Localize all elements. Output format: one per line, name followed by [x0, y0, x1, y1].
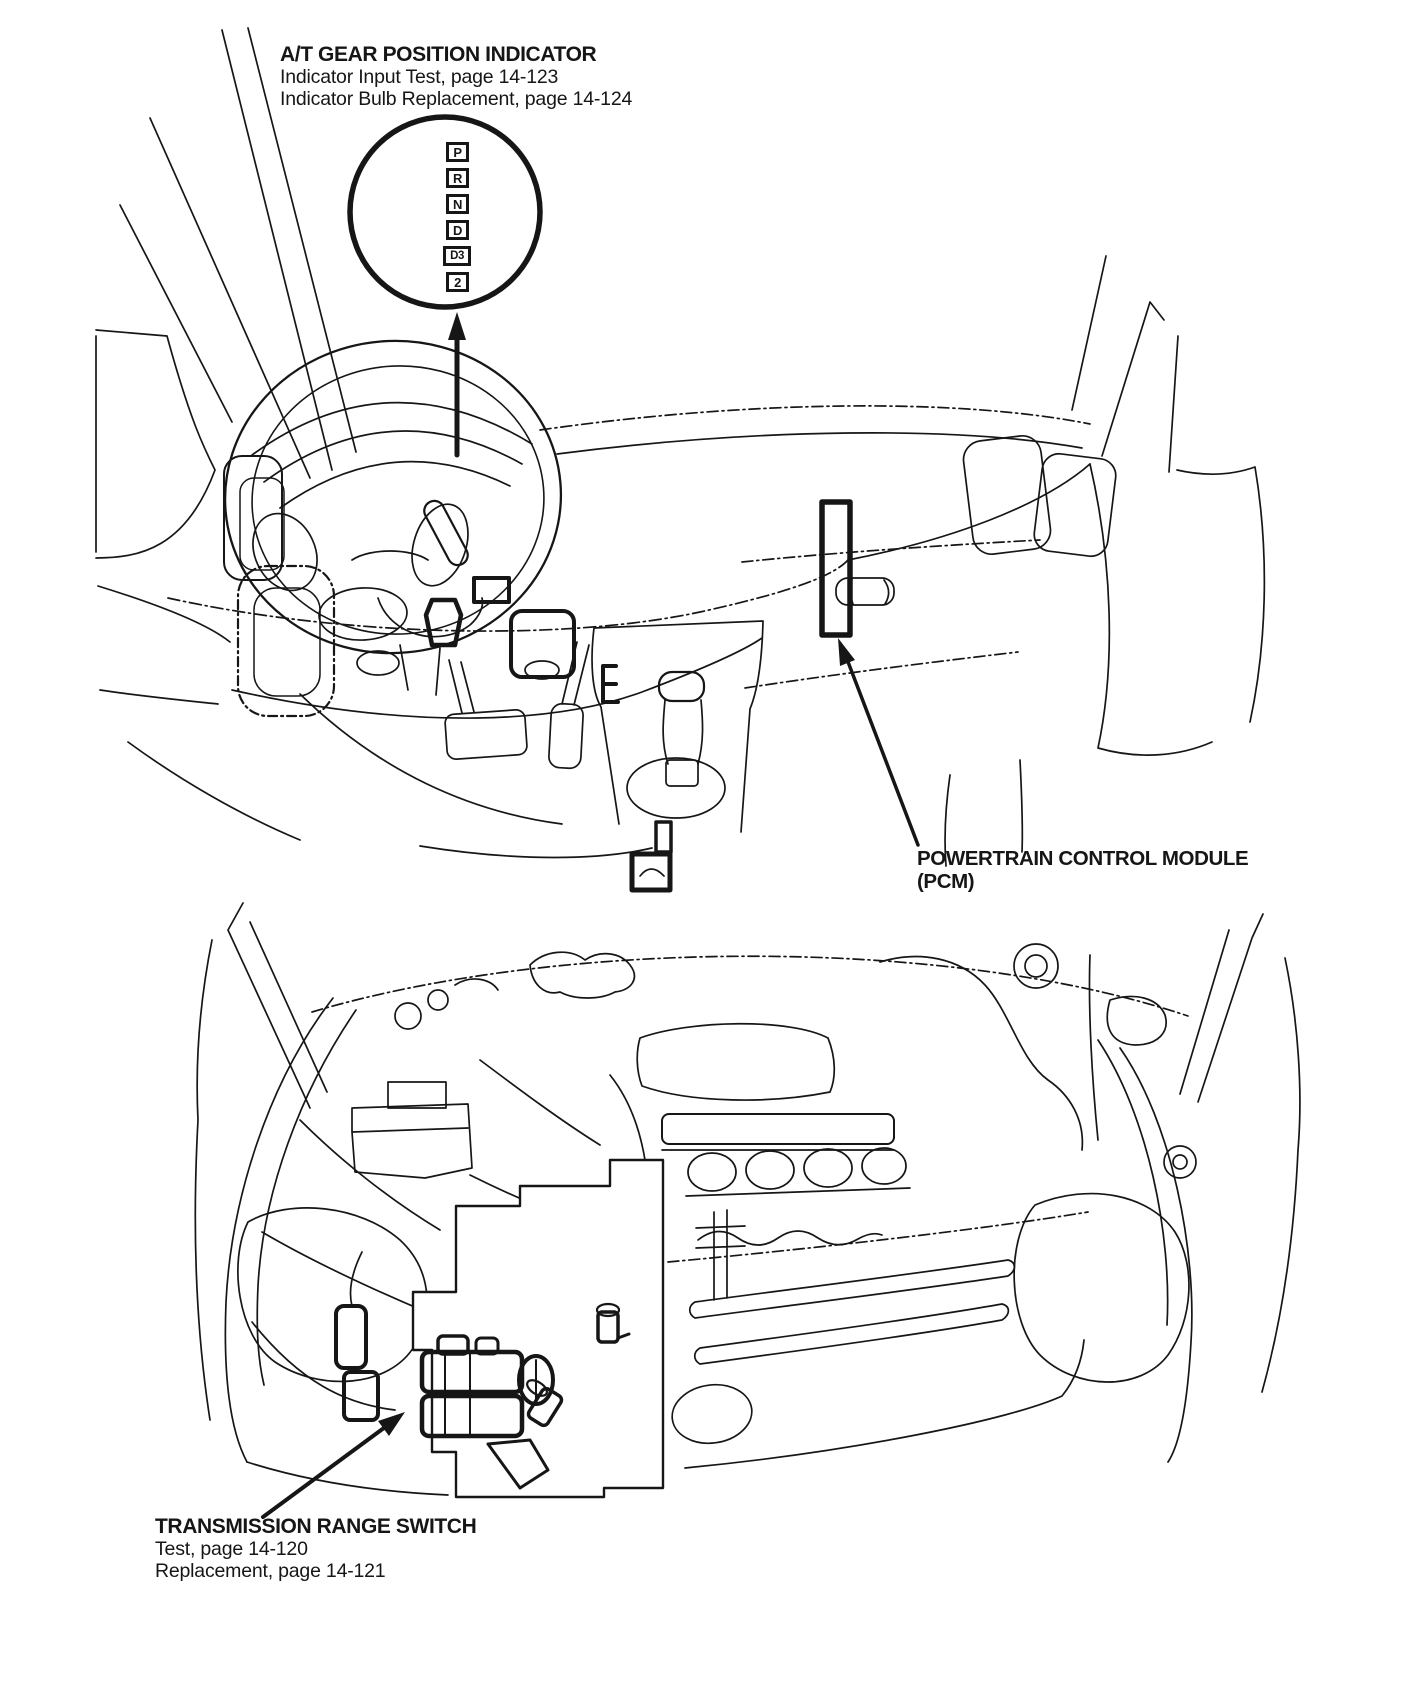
switch-label-line2: Replacement, page 14-121	[155, 1560, 386, 1582]
console-switch	[632, 854, 670, 890]
indicator-callout-label	[280, 44, 632, 110]
gear-indicator-circle	[350, 117, 540, 307]
steering-column	[378, 598, 483, 695]
indicator-label-line2: Indicator Bulb Replacement, page 14-124	[280, 88, 633, 110]
passenger-vent	[1032, 452, 1117, 558]
a-pillar-right-lines	[1072, 256, 1264, 755]
driver-door	[96, 330, 334, 840]
cowl-line	[312, 956, 1188, 1016]
left-bay-hardware	[352, 952, 634, 1178]
pcm-label-title: POWERTRAIN CONTROL MODULE	[917, 847, 1249, 870]
gear-position-R: R	[446, 168, 469, 188]
right-bay-hardware	[880, 944, 1196, 1178]
body-outer-edges	[195, 940, 1300, 1420]
pcm-callout-label	[917, 847, 1248, 893]
switch-label-line1: Test, page 14-120	[155, 1538, 308, 1560]
knee-panel-box	[511, 611, 574, 677]
indicator-arrow	[448, 312, 466, 455]
indicator-label-title: A/T GEAR POSITION INDICATOR	[280, 43, 597, 66]
gear-position-2: 2	[446, 272, 469, 292]
pcm-rectangle	[822, 502, 850, 635]
center-console-shifter	[592, 621, 763, 890]
console-connector	[603, 666, 618, 702]
switch-callout-label	[155, 1516, 476, 1582]
wheel-arch-line	[252, 1322, 395, 1410]
gear-position-P: P	[446, 142, 469, 162]
pcm-label-line1: (PCM)	[917, 870, 975, 893]
bumper-grille	[668, 1212, 1088, 1468]
pedals	[445, 578, 589, 769]
dashboard-illustration	[96, 28, 1264, 890]
engine-bay-illustration	[195, 903, 1300, 1517]
headlight-right	[1014, 1194, 1189, 1382]
gear-position-D: D	[446, 220, 469, 240]
pcm-module	[742, 502, 1040, 635]
switch-arrow	[263, 1412, 405, 1517]
transmission-panel	[413, 1160, 663, 1497]
switch-label-title: TRANSMISSION RANGE SWITCH	[155, 1515, 477, 1538]
gear-position-N: N	[446, 194, 469, 214]
gear-position-D3: D3	[443, 246, 471, 266]
indicator-label-line1: Indicator Input Test, page 14-123	[280, 66, 559, 88]
